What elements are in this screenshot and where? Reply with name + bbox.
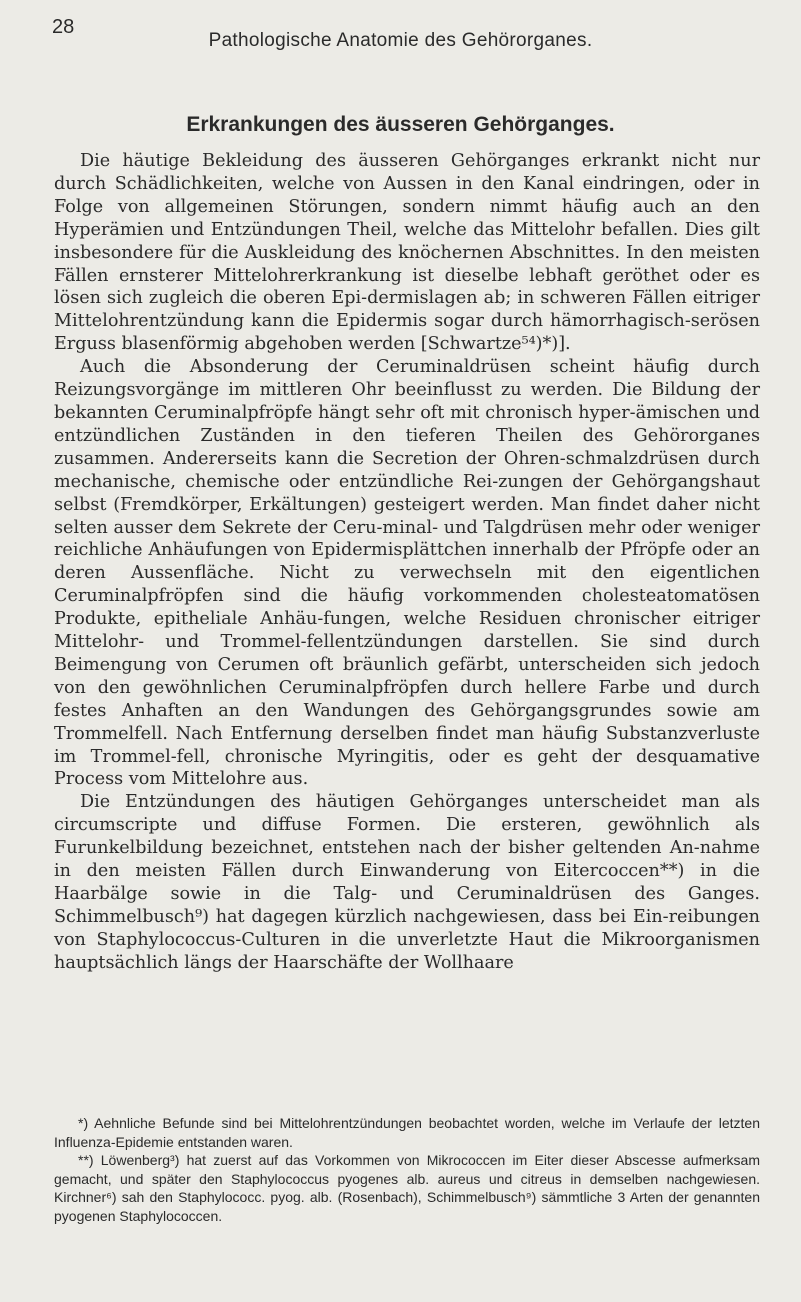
paragraph-1: Die häutige Bekleidung des äusseren Gehörganges erkrankt nicht nur durch Schädlichkeiten, welche von Aussen in den Kanal eindringen, oder in Folge von allgemeinen Störungen, sondern nimmt häufig auch an den Hyperämien und Entzündungen Theil, welche das Mittelohr befallen. Dies gilt insbesondere für die Auskleidung des knöchernen Abschnittes. In den meisten Fällen ernsterer Mittelohrerkrankung ist dieselbe lebhaft geröthet oder es lösen sich zugleich die oberen Epi-dermislagen ab; in schweren Fällen eitriger Mittelohrentzündung kann die Epidermis sogar durch hämorrhagisch-serösen Erguss blasenförmig abgehoben werden [Schwartze⁵⁴)*)]. [54,151,760,355]
footnote-2: **) Löwenberg³) hat zuerst auf das Vorkommen von Mikrococcen im Eiter dieser Abscesse aufmerksam gemacht, und später den Staphylococcus pyogenes alb. aureus und citreus in demselben nachgewiesen. Kirchner⁶) sah den Staphylococc. pyog. alb. (Rosenbach), Schimmelbusch⁹) sämmtliche 3 Arten der genannten pyogenen Staphylococcen. [54,1152,760,1224]
body-text [54,150,760,975]
paragraph-2: Auch die Absonderung der Ceruminaldrüsen scheint häufig durch Reizungsvorgänge im mittleren Ohr beeinflusst zu werden. Die Bildung der bekannten Ceruminalpfröpfe hängt sehr oft mit chronisch hyper-ämischen und entzündlichen Zuständen in den tieferen Theilen des Gehörorganes zusammen. Andererseits kann die Secretion der Ohren-schmalzdrüsen durch mechanische, chemische oder entzündliche Rei-zungen der Gehörgangshaut selbst (Fremdkörper, Erkältungen) gesteigert werden. Man findet daher nicht selten ausser dem Sekrete der Ceru-minal- und Talgdrüsen mehr oder weniger reichliche Anhäufungen von Epidermisplättchen innerhalb der Pfröpfe oder an deren Aussenfläche. Nicht zu verwechseln mit den eigentlichen Ceruminalpfröpfen sind die häufig vorkommenden cholesteatomatösen Produkte, epitheliale Anhäu-fungen, welche Residuen chronischer eitriger Mittelohr- und Trommel-fellentzündungen darstellen. Sie sind durch Beimengung von Cerumen oft bräunlich gefärbt, unterscheiden sich jedoch von den gewöhnlichen Ceruminalpfröpfen durch hellere Farbe und durch festes Anhaften an den Wandungen des Gehörgangsgrundes sowie am Trommelfell. Nach Entfernung derselben findet man häufig Substanzverluste im Trommel-fell, chronische Myringitis, oder es geht der desquamative Process vom Mittelohre aus. [54,357,760,790]
footnotes [54,1114,760,1226]
running-head: Pathologische Anatomie des Gehörorganes. [208,30,593,51]
paragraph-3: Die Entzündungen des häutigen Gehörganges unterscheidet man als circumscripte und diffuse Formen. Die ersteren, gewöhnlich als Furunkelbildung bezeichnet, entstehen nach der bisher geltenden An-nahme in den meisten Fällen durch Einwanderung von Eitercoccen**) in die Haarbälge sowie in die Talg- und Ceruminaldrüsen des Ganges. Schimmelbusch⁹) hat dagegen kürzlich nachgewiesen, dass bei Ein-reibungen von Staphylococcus-Culturen in die unverletzte Haut die Mikroorganismen hauptsächlich längs der Haarschäfte der Wollhaare [54,792,760,973]
footnote-1: *) Aehnliche Befunde sind bei Mittelohrentzündungen beobachtet worden, welche im Verlaufe der letzten Influenza-Epidemie entstanden waren. [54,1115,760,1150]
page-number: 28 [52,16,75,38]
section-heading: Erkrankungen des äusseren Gehörganges. [186,113,615,136]
